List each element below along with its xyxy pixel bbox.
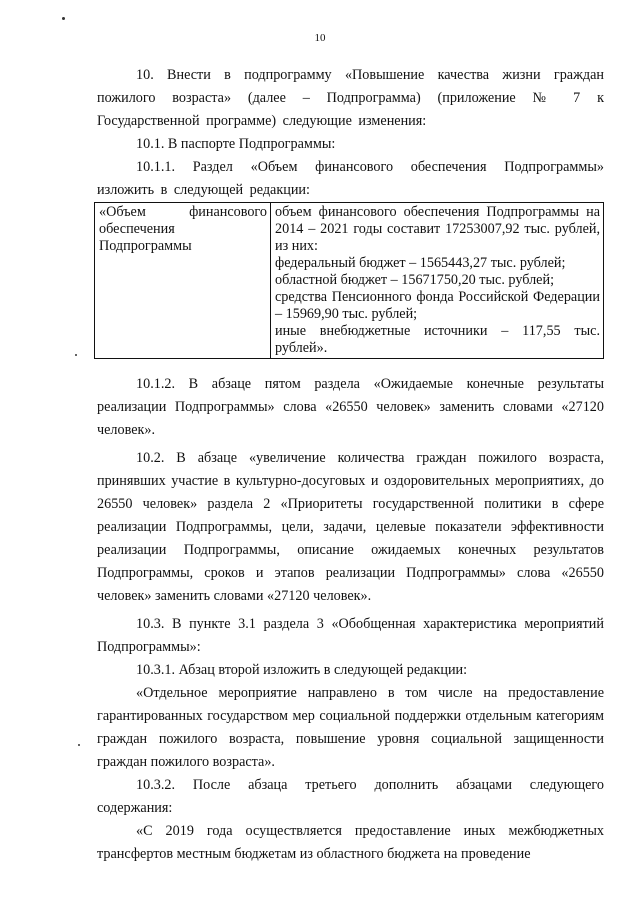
page-number: 10 (314, 32, 326, 44)
paragraph-10-1: 10.1. В паспорте Подпрограммы: (136, 136, 336, 152)
paragraph-10-2: 10.2. В абзаце «увеличение количества граждан пожилого возраста, принявших участие в культурно-досуговых и оздоровительных мероприятиях, до 26550 человек» раздела 2 «Приоритеты государственной политики в сфере реализации Подпрограммы, цели, задачи, целевые показатели эффективности реализации Подпрограммы, описание ожидаемых конечных результатов Подпрограммы, сроков и этапов реализации Подпрограммы» слова «26550 человек» заменить словами «27120 человек». (97, 450, 604, 604)
financing-other: иные внебюджетные источники – 117,55 тыс. рублей». (275, 323, 600, 356)
table-cell-section-name: «Объем финансового обеспечения Подпрограммы (95, 203, 271, 359)
paragraph-quote-1: «Отдельное мероприятие направлено в том числе на предоставление гарантированных государством мер социальной поддержки отдельным категориям граждан пожилого возраста, повышение уровня социальной защищенности граждан пожилого возраста». (97, 685, 604, 770)
financing-pension: средства Пенсионного фонда Российской Федерации – 15969,90 тыс. рублей; (275, 289, 600, 322)
scan-speck (62, 17, 65, 20)
financing-federal: федеральный бюджет – 1565443,27 тыс. рублей; (275, 255, 566, 271)
paragraph-10-3-1: 10.3.1. Абзац второй изложить в следующей редакции: (136, 662, 468, 678)
paragraph-10-1-1: 10.1.1. Раздел «Объем финансового обеспечения Подпрограммы» изложить в следующей редакции: (97, 159, 604, 198)
financing-regional: областной бюджет – 15671750,20 тыс. рублей; (275, 272, 555, 288)
paragraph-quote-2: «С 2019 года осуществляется предоставление иных межбюджетных трансфертов местным бюджетам из областного бюджета на проведение (97, 823, 604, 862)
table-cell-section-content (271, 203, 604, 359)
paragraph-10-3: 10.3. В пункте 3.1 раздела 3 «Обобщенная характеристика мероприятий Подпрограммы»: (97, 616, 604, 655)
paragraph-10-1-2: 10.1.2. В абзаце пятом раздела «Ожидаемые конечные результаты реализации Подпрограммы» слова «26550 человек» заменить словами «27120 человек». (97, 376, 604, 438)
table-row (95, 203, 604, 359)
document-body (97, 64, 604, 866)
scan-speck (75, 354, 77, 356)
financing-table (94, 202, 604, 359)
financing-total: объем финансового обеспечения Подпрограммы на 2014 – 2021 годы составит 17253007,92 тыс. рублей, из них: (275, 204, 600, 254)
scan-speck (78, 744, 80, 746)
paragraph-10-3-2: 10.3.2. После абзаца третьего дополнить абзацами следующего содержания: (97, 777, 604, 816)
paragraph-10: 10. Внести в подпрограмму «Повышение качества жизни граждан пожилого возраста» (далее – Подпрограмма) (приложение № 7 к Государственной программе) следующие изменения: (97, 67, 604, 129)
